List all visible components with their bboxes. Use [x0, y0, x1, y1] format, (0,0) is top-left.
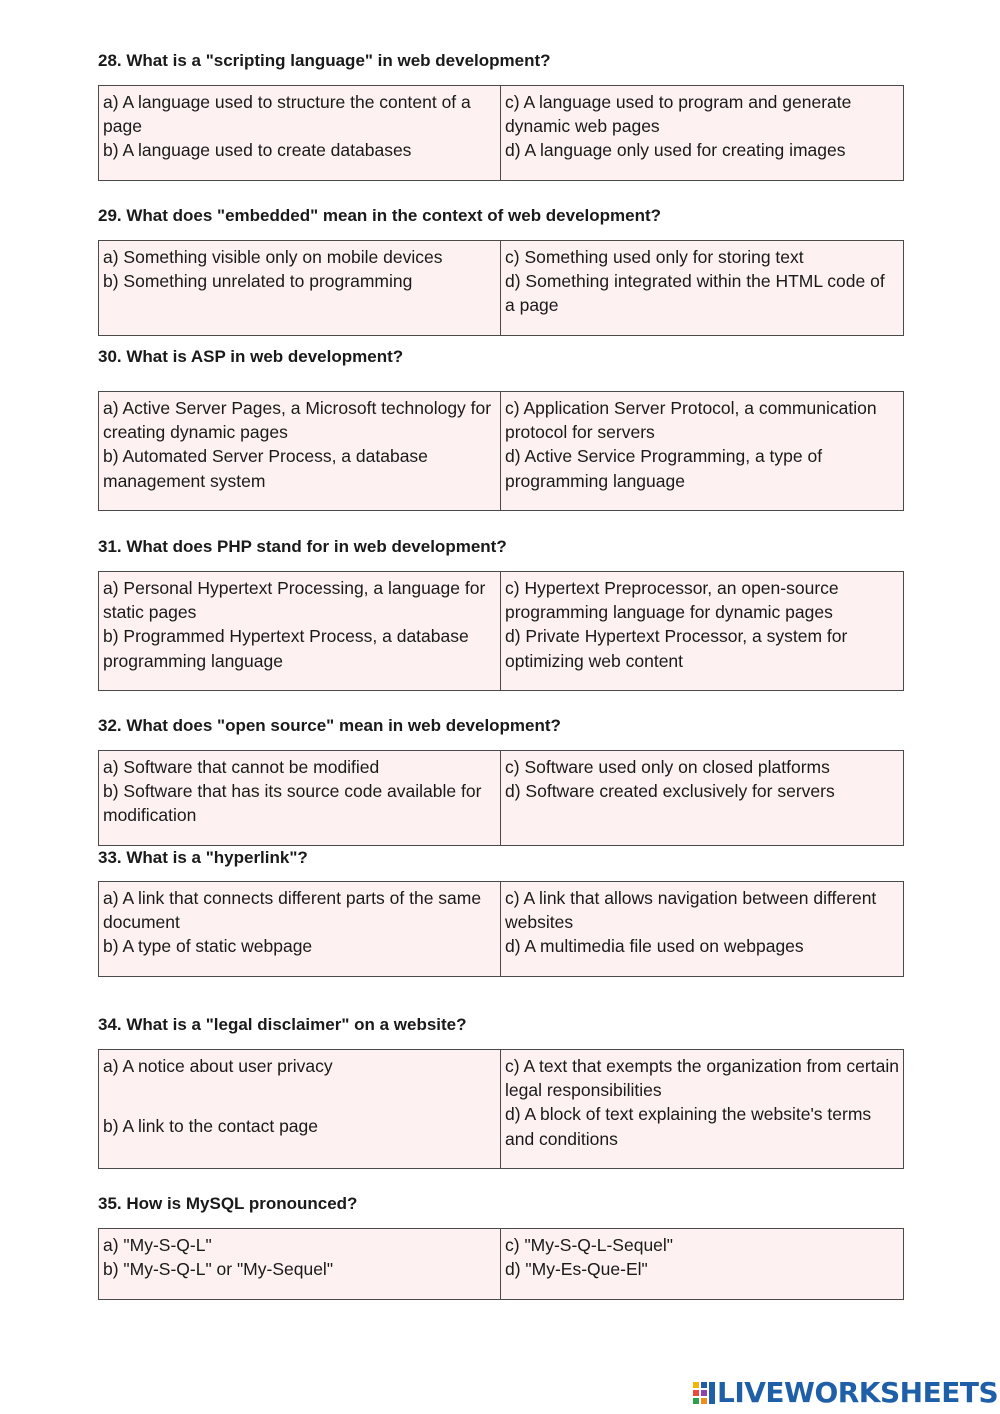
options-right: [501, 86, 903, 180]
options-right: [501, 882, 903, 976]
options-left: [99, 882, 501, 976]
question-title: 29. What does "embedded" mean in the context of web development?: [98, 206, 662, 225]
options-box: [98, 881, 904, 977]
liveworksheets-logo-icon: [693, 1380, 715, 1406]
options-right: [501, 241, 903, 335]
options-box: [98, 391, 904, 511]
options-right: [501, 572, 903, 690]
option-d[interactable]: d) A block of text explaining the website's terms and conditions: [505, 1104, 872, 1149]
liveworksheets-logo: [693, 1376, 998, 1409]
option-d[interactable]: d) A multimedia file used on webpages: [505, 936, 804, 957]
options-box: [98, 85, 904, 181]
options-box: [98, 1228, 904, 1300]
options-left: [99, 86, 501, 180]
option-a[interactable]: a) A language used to structure the content of a page: [103, 92, 471, 137]
question-title: 32. What does "open source" mean in web development?: [98, 716, 561, 735]
option-a[interactable]: a) A notice about user privacy: [103, 1056, 333, 1076]
option-a[interactable]: a) Software that cannot be modified: [103, 757, 380, 777]
question-title: 33. What is a "hyperlink"?: [98, 848, 308, 867]
option-d[interactable]: d) Private Hypertext Processor, a system for optimizing web content: [505, 626, 848, 671]
option-d[interactable]: d) Something integrated within the HTML code of a page: [505, 271, 885, 316]
options-left: [99, 751, 501, 845]
option-a[interactable]: a) "My-S-Q-L": [103, 1235, 212, 1255]
option-c[interactable]: c) "My-S-Q-L-Sequel": [505, 1235, 674, 1255]
question-title: 34. What is a "legal disclaimer" on a website?: [98, 1015, 467, 1034]
option-d[interactable]: d) A language only used for creating images: [505, 140, 846, 161]
option-b[interactable]: b) Automated Server Process, a database management system: [103, 446, 428, 491]
option-b[interactable]: b) Programmed Hypertext Process, a database programming language: [103, 626, 469, 671]
option-a[interactable]: a) Something visible only on mobile devices: [103, 247, 443, 267]
option-b[interactable]: b) Software that has its source code available for modification: [103, 781, 482, 826]
options-left: [99, 572, 501, 690]
logo-text: LIVEWORKSHEETS: [717, 1376, 999, 1409]
options-left: [99, 1050, 501, 1168]
options-right: [501, 1050, 903, 1168]
options-box: [98, 1049, 904, 1169]
options-left: [99, 1229, 501, 1299]
option-c[interactable]: c) Application Server Protocol, a communication protocol for servers: [505, 398, 877, 443]
option-b[interactable]: b) A link to the contact page: [103, 1116, 319, 1137]
option-b[interactable]: b) Something unrelated to programming: [103, 271, 413, 292]
options-right: [501, 392, 903, 510]
question-title: 28. What is a "scripting language" in web development?: [98, 51, 551, 70]
option-c[interactable]: c) A text that exempts the organization from certain legal responsibilities: [505, 1056, 899, 1101]
options-left: [99, 241, 501, 335]
options-box: [98, 571, 904, 691]
option-c[interactable]: c) Software used only on closed platforms: [505, 757, 830, 777]
option-d[interactable]: d) Active Service Programming, a type of programming language: [505, 446, 823, 491]
option-c[interactable]: c) Something used only for storing text: [505, 247, 804, 267]
option-d[interactable]: d) Software created exclusively for servers: [505, 781, 835, 802]
option-b[interactable]: b) A language used to create databases: [103, 140, 412, 161]
options-box: [98, 750, 904, 846]
option-a[interactable]: a) A link that connects different parts of the same document: [103, 888, 482, 933]
option-b[interactable]: b) A type of static webpage: [103, 936, 313, 957]
question-title: 30. What is ASP in web development?: [98, 347, 404, 366]
options-box: [98, 240, 904, 336]
option-b[interactable]: b) "My-S-Q-L" or "My-Sequel": [103, 1259, 334, 1280]
option-d[interactable]: d) "My-Es-Que-El": [505, 1259, 648, 1280]
options-right: [501, 751, 903, 845]
option-c[interactable]: c) Hypertext Preprocessor, an open-source programming language for dynamic pages: [505, 578, 839, 623]
option-a[interactable]: a) Active Server Pages, a Microsoft technology for creating dynamic pages: [103, 398, 492, 443]
question-title: 35. How is MySQL pronounced?: [98, 1194, 358, 1213]
option-a[interactable]: a) Personal Hypertext Processing, a language for static pages: [103, 578, 486, 623]
option-c[interactable]: c) A link that allows navigation between different websites: [505, 888, 877, 933]
options-right: [501, 1229, 903, 1299]
option-c[interactable]: c) A language used to program and generate dynamic web pages: [505, 92, 852, 137]
question-title: 31. What does PHP stand for in web development?: [98, 537, 507, 556]
options-left: [99, 392, 501, 510]
